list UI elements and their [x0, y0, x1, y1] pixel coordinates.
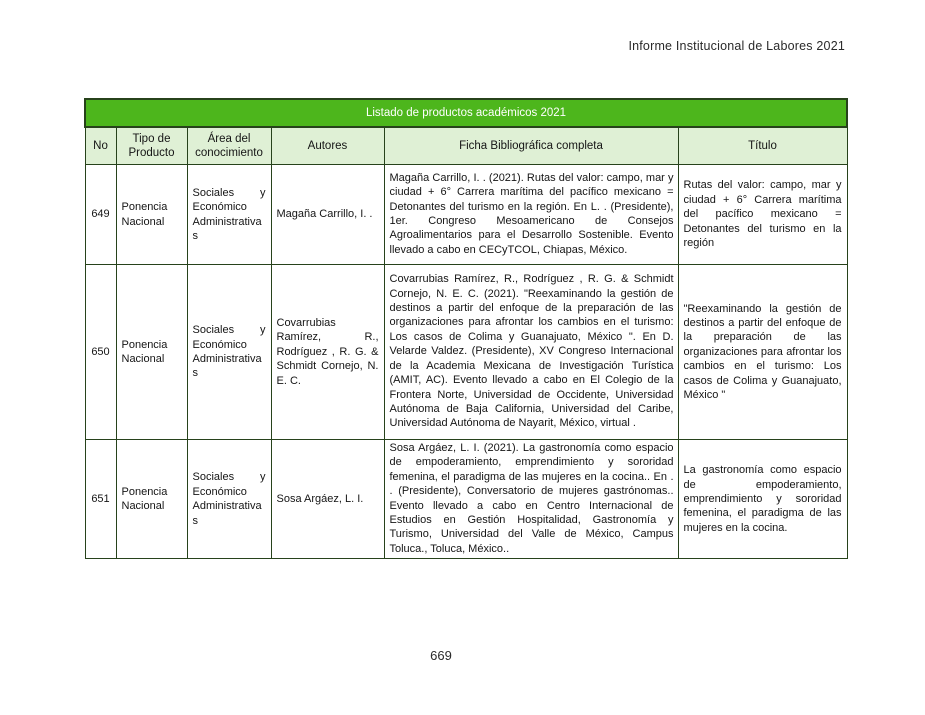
column-header-area-conocimiento: Área del conocimiento	[187, 127, 271, 165]
products-table	[84, 98, 848, 559]
cell-ficha-bibliografica: Magaña Carrillo, I. . (2021). Rutas del valor: campo, mar y ciudad + 6° Carrera marítima del pacífico mexicano = Detonantes del turismo en la región. En L. . (Presidente), 1er. Congreso Mesoamericano de Consejos Agroalimentarios para el Desarrollo Sostenible. Evento llevado a cabo en CECyTCOL, Chiapas, México.	[384, 165, 678, 265]
cell-area-conocimiento: Sociales y Económico Administrativas	[187, 440, 271, 559]
table-row	[85, 265, 847, 440]
cell-ficha-bibliografica: Sosa Argáez, L. I. (2021). La gastronomía como espacio de empoderamiento, emprendimiento y sororidad femenina, el paradigma de las mujeres en la cocina.. En . . (Presidente), Conversatorio de mujeres gastrónomas.. Evento llevado a cabo en Centro Internacional de Estudios en Gestión Hospitalidad, Gastronomía y Turismo, Universidad del Valle de México, Campus Toluca., Toluca, México..	[384, 440, 678, 559]
cell-tipo-producto: Ponencia Nacional	[116, 440, 187, 559]
cell-no: 650	[85, 265, 116, 440]
table-title-row	[85, 99, 847, 127]
column-header-ficha-bibliografica: Ficha Bibliográfica completa	[384, 127, 678, 165]
column-header-autores: Autores	[271, 127, 384, 165]
cell-ficha-bibliografica: Covarrubias Ramírez, R., Rodríguez , R. G. & Schmidt Cornejo, N. E. C. (2021). "Reexaminando la gestión de destinos a partir del enfoque de la preparación de las organizaciones para afrontar los cambios en el turismo: Los casos de Colima y Guanajuato, México ". En D. Velarde Valdez. (Presidente), XV Congreso Internacional de la Academia Mexicana de Investigación Turística (AMIT, AC). Evento llevado a cabo en El Colegio de la Frontera Norte, Universidad de Occidente, Universidad Autónoma de Baja California, Universidad del Caribe, Universidad Autónoma de Nayarit, México, virtual .	[384, 265, 678, 440]
cell-tipo-producto: Ponencia Nacional	[116, 265, 187, 440]
cell-area-conocimiento: Sociales y Económico Administrativas	[187, 265, 271, 440]
column-header-no: No	[85, 127, 116, 165]
column-header-titulo: Título	[678, 127, 847, 165]
cell-autores: Covarrubias Ramírez, R., Rodríguez , R. G. & Schmidt Cornejo, N. E. C.	[271, 265, 384, 440]
cell-autores: Sosa Argáez, L. I.	[271, 440, 384, 559]
cell-tipo-producto: Ponencia Nacional	[116, 165, 187, 265]
cell-no: 649	[85, 165, 116, 265]
cell-no: 651	[85, 440, 116, 559]
cell-titulo: La gastronomía como espacio de empoderamiento, emprendimiento y sororidad femenina, el paradigma de las mujeres en la cocina.	[678, 440, 847, 559]
cell-area-conocimiento: Sociales y Económico Administrativas	[187, 165, 271, 265]
cell-titulo: Rutas del valor: campo, mar y ciudad + 6° Carrera marítima del pacífico mexicano = Detonantes del turismo en la región	[678, 165, 847, 265]
table-row	[85, 440, 847, 559]
cell-autores: Magaña Carrillo, I. .	[271, 165, 384, 265]
table-row	[85, 165, 847, 265]
cell-titulo: "Reexaminando la gestión de destinos a partir del enfoque de la preparación de las organizaciones para afrontar los cambios en el turismo: Los casos de Colima y Guanajuato, México "	[678, 265, 847, 440]
document-header-title: Informe Institucional de Labores 2021	[628, 39, 845, 53]
table-header-row	[85, 127, 847, 165]
column-header-tipo-producto: Tipo de Producto	[116, 127, 187, 165]
table-title: Listado de productos académicos 2021	[85, 99, 847, 127]
page-number: 669	[430, 648, 452, 663]
